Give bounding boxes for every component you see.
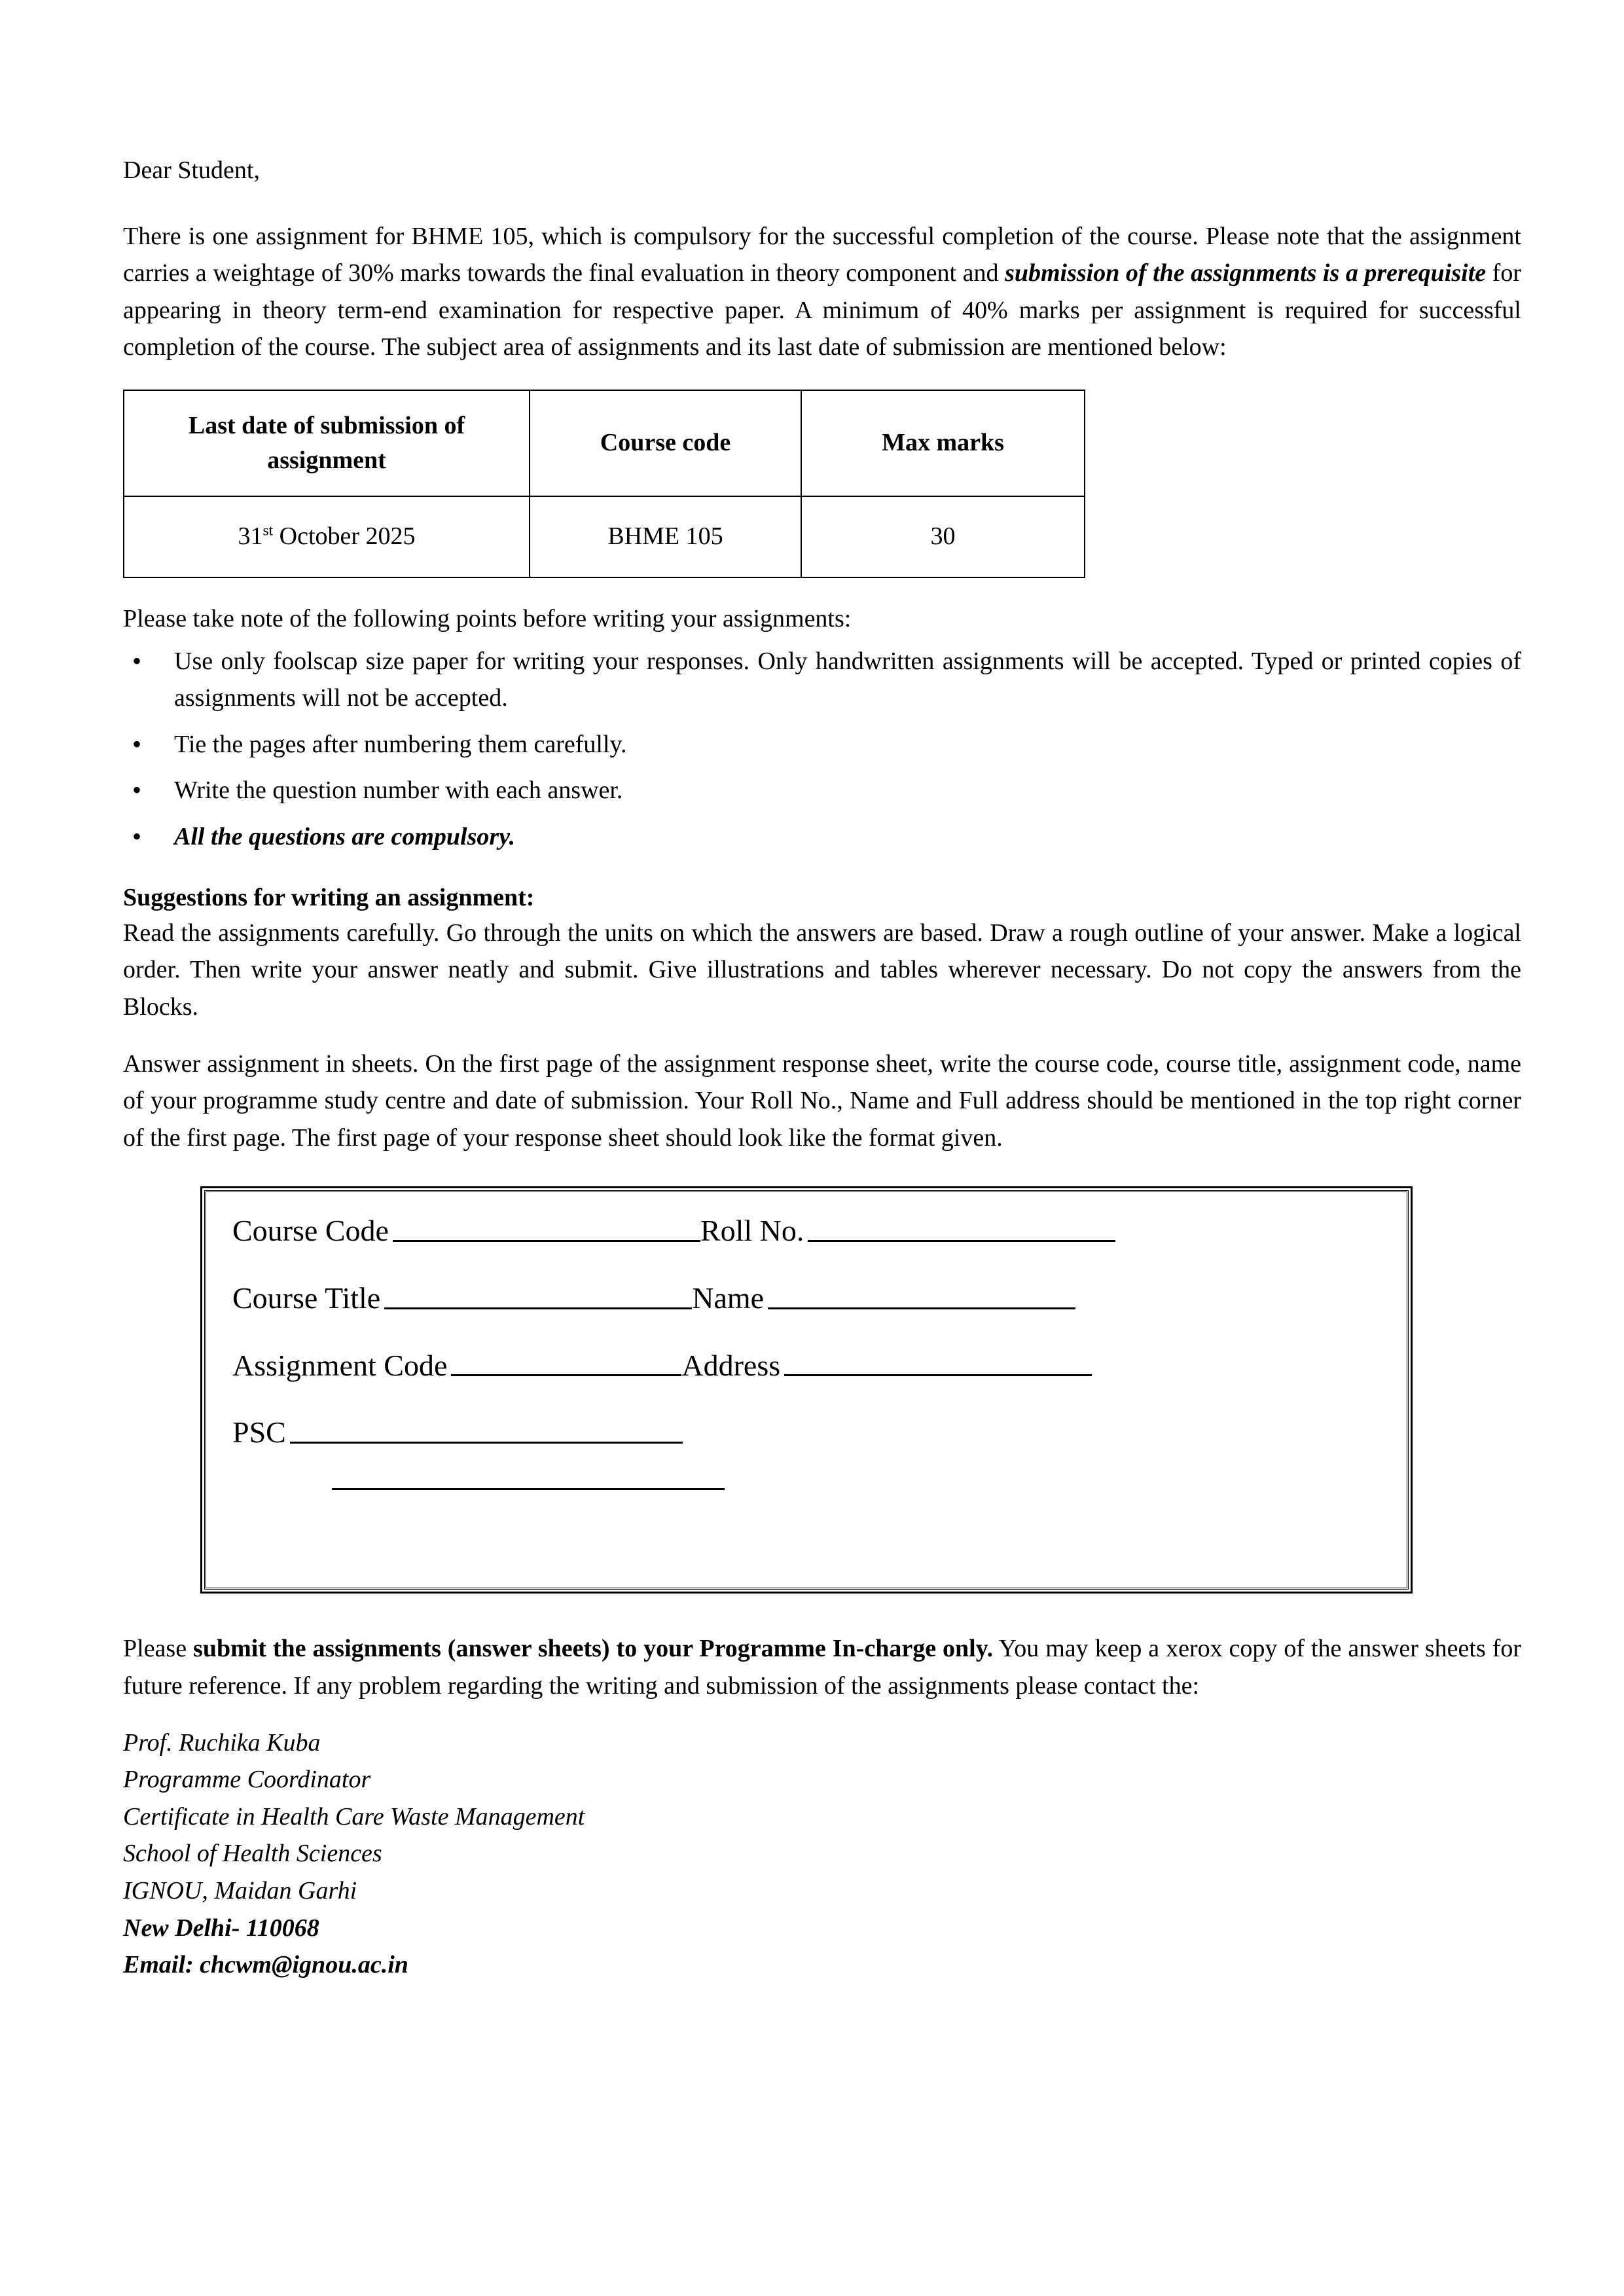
label-roll-no: Roll No. bbox=[700, 1214, 804, 1248]
date-rest: October 2025 bbox=[273, 522, 416, 551]
list-item bbox=[123, 643, 1521, 717]
table-header-last-date: Last date of submission of assignment bbox=[124, 390, 530, 496]
list-item bbox=[123, 772, 1521, 809]
closing-section bbox=[123, 1630, 1521, 1983]
form-row-assignment-code bbox=[232, 1349, 1380, 1383]
list-item bbox=[123, 726, 1521, 763]
points-list bbox=[123, 643, 1521, 856]
form-row-course-code bbox=[232, 1214, 1380, 1248]
blank-line-address[interactable] bbox=[784, 1374, 1092, 1376]
date-day: 31 bbox=[238, 522, 263, 551]
table-header-course-code: Course code bbox=[530, 390, 801, 496]
suggestions-body: Read the assignments carefully. Go through the units on which the answers are based. Draw a rough outline of your answer. Make a logical order. Then write your answer neatly and submit. Give illustrations and tables wherever necessary. Do not copy the answers from the Blocks. bbox=[123, 919, 1521, 1021]
point-text: Write the question number with each answer. bbox=[174, 776, 623, 805]
label-course-code: Course Code bbox=[232, 1214, 389, 1248]
label-address: Address bbox=[681, 1348, 781, 1382]
table-cell-course-code: BHME 105 bbox=[530, 496, 801, 577]
table-cell-last-date bbox=[124, 496, 530, 577]
table-header-max-marks: Max marks bbox=[801, 390, 1085, 496]
blank-line-psc[interactable] bbox=[290, 1441, 683, 1444]
closing-bold: submit the assignments (answer sheets) to your Programme In-charge only. bbox=[193, 1635, 994, 1663]
date-ordinal: st bbox=[262, 522, 274, 539]
point-text: All the questions are compulsory. bbox=[174, 823, 516, 851]
contact-line-name: Prof. Ruchika Kuba bbox=[123, 1728, 321, 1757]
blank-line-roll-no[interactable] bbox=[808, 1239, 1115, 1242]
blank-line-course-code[interactable] bbox=[393, 1239, 700, 1242]
points-intro: Please take note of the following points before writing your assignments: bbox=[123, 605, 852, 633]
intro-paragraph bbox=[123, 218, 1521, 366]
blank-line-extra[interactable] bbox=[332, 1487, 725, 1490]
answer-paragraph: Answer assignment in sheets. On the first page of the assignment response sheet, write the course code, course title, assignment code, name of your programme study centre and date of submission. Your Roll No., Name and Full address should be mentioned in the top right corner of the first page. The first page of your response sheet should look like the format given. bbox=[123, 1049, 1521, 1152]
form-row-psc bbox=[232, 1416, 1380, 1449]
closing-part-1: Please bbox=[123, 1635, 194, 1663]
suggestions-heading: Suggestions for writing an assignment: bbox=[123, 883, 535, 911]
intro-part-2: for appearing in theory term-end examination for respective paper. A minimum of 40% marks per assignment is required for successful completion of the course. The subject area of assignments and its last date of submission are mentioned below: bbox=[123, 259, 1521, 361]
form-row-extra-blank bbox=[332, 1487, 1380, 1496]
table-header-row bbox=[124, 390, 1085, 496]
contact-line-campus: IGNOU, Maidan Garhi bbox=[123, 1877, 357, 1905]
label-course-title: Course Title bbox=[232, 1281, 381, 1315]
form-row-course-title bbox=[232, 1282, 1380, 1315]
point-text: Tie the pages after numbering them carefully. bbox=[174, 730, 627, 758]
list-item bbox=[123, 818, 1521, 856]
contact-line-email: Email: chcwm@ignou.ac.in bbox=[123, 1951, 408, 1979]
assignment-info-table bbox=[123, 390, 1085, 578]
closing-part-2: You may keep a xerox copy of the answer sheets for future reference. If any problem regarding the writing and submission of the assignments please contact the: bbox=[123, 1635, 1522, 1700]
closing-paragraph bbox=[123, 1630, 1521, 1704]
point-text: Use only foolscap size paper for writing your responses. Only handwritten assignments will be accepted. Typed or printed copies of assignments will not be accepted. bbox=[174, 647, 1521, 712]
intro-part-1: There is one assignment for BHME 105, which is compulsory for the successful completion of the course. Please note that the assignment carries a weightage of 30% marks towards the final evaluation in theory component and bbox=[123, 222, 1521, 287]
blank-line-name[interactable] bbox=[768, 1307, 1075, 1309]
blank-line-assignment-code[interactable] bbox=[451, 1374, 681, 1376]
document-content bbox=[123, 152, 1521, 1984]
label-assignment-code: Assignment Code bbox=[232, 1348, 448, 1382]
format-box-inner bbox=[206, 1192, 1407, 1588]
table-cell-max-marks: 30 bbox=[801, 496, 1085, 577]
blank-line-course-title[interactable] bbox=[384, 1307, 692, 1309]
contact-line-school: School of Health Sciences bbox=[123, 1840, 382, 1868]
intro-emphasis: submission of the assignments is a prerequisite bbox=[1005, 259, 1487, 287]
contact-line-role: Programme Coordinator bbox=[123, 1766, 371, 1794]
contact-line-programme: Certificate in Health Care Waste Management bbox=[123, 1802, 585, 1831]
response-sheet-format-box bbox=[204, 1190, 1409, 1590]
contact-line-city: New Delhi- 110068 bbox=[123, 1914, 319, 1942]
table-row bbox=[124, 496, 1085, 577]
label-psc: PSC bbox=[232, 1415, 286, 1449]
label-name: Name bbox=[692, 1281, 765, 1315]
salutation: Dear Student, bbox=[123, 156, 260, 184]
